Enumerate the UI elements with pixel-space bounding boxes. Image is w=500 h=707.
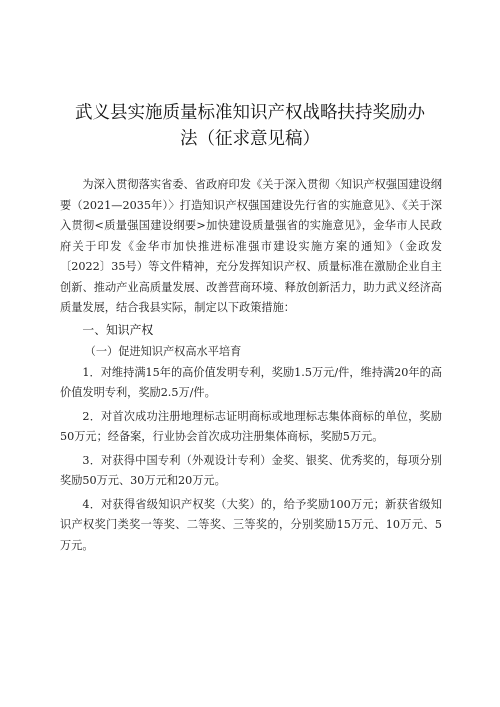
- intro-paragraph: 为深入贯彻落实省委、省政府印发《关于深入贯彻〈知识产权强国建设纲要（2021—2035年）〉打造知识产权强国建设先行省的实施意见》、《关于深入贯彻<质量强国建设纲要>加快建设质量强省的实施意见》，金华市人民政府关于印发《金华市加快推进标准强市建设实施方案的通知》（金政发〔2022〕35号）等文件精神，充分发挥知识产权、质量标准在激励企业自主创新、推动产业高质量发展、改善营商环境、释放创新活力，助力武义经济高质量发展，结合我县实际，制定以下政策措施：: [60, 178, 442, 314]
- document-body: [60, 175, 442, 556]
- policy-item-4: 4．对获得省级知识产权奖（大奖）的，给予奖励100万元；新获省级知识产权奖门类奖一等奖、二等奖、三等奖的，分别奖励15万元、10万元、5万元。: [60, 497, 442, 552]
- subsection-heading: （一）促进知识产权高水平培育: [84, 344, 242, 358]
- title-line-2: 法（征求意见稿）: [180, 129, 320, 149]
- policy-item-1: 1．对维持满15年的高价值发明专利，奖励1.5万元/件，维持满20年的高价值发明专利，奖励2.5万/件。: [60, 365, 442, 399]
- title-line-1: 武义县实施质量标准知识产权战略扶持奖励办: [75, 103, 425, 123]
- section-heading-ip: 一、知识产权: [82, 322, 154, 337]
- policy-item-3: 3．对获得中国专利（外观设计专利）金奖、银奖、优秀奖的，每项分别奖励50万元、30万元和20万元。: [60, 453, 442, 487]
- policy-item-2: 2．对首次成功注册地理标志证明商标或地理标志集体商标的单位，奖励50万元；经备案，行业协会首次成功注册集体商标，奖励5万元。: [60, 409, 442, 443]
- document-title: [60, 100, 440, 152]
